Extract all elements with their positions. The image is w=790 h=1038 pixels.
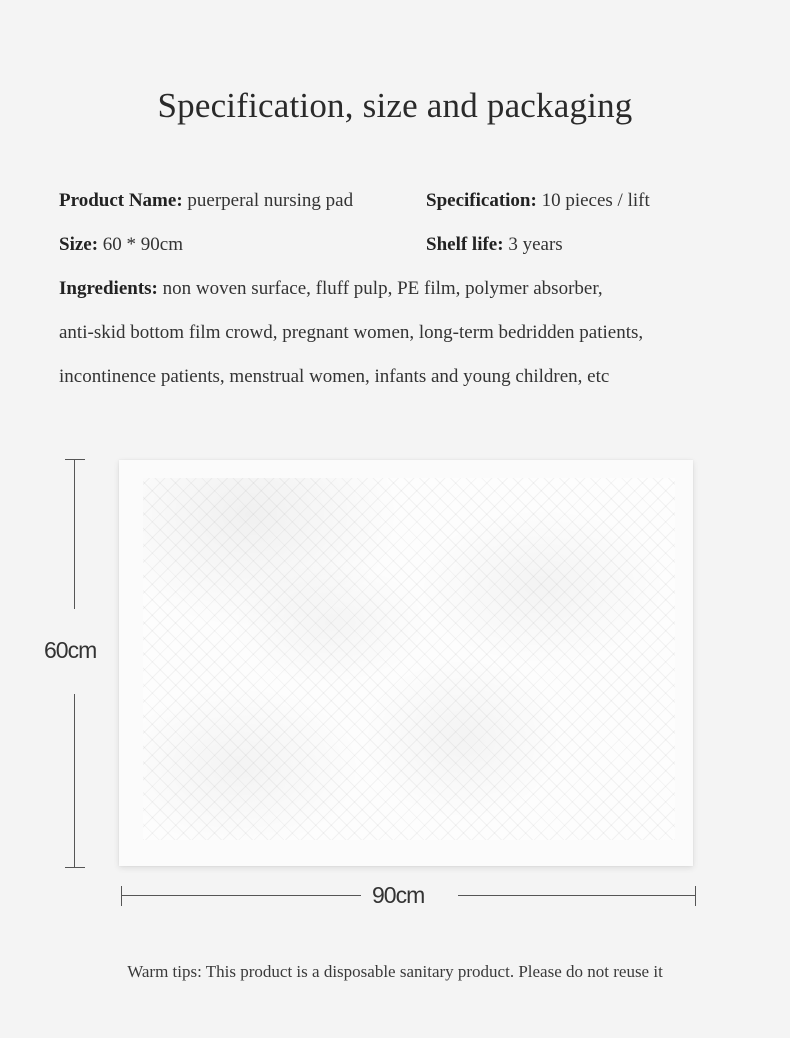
ingredients-line-1 — [59, 278, 603, 300]
ingredients-label: Ingredients: — [59, 278, 158, 299]
product-name-label: Product Name: — [59, 190, 183, 211]
width-dimension-line-right — [458, 895, 696, 896]
spec-specification — [426, 190, 650, 212]
size-label: Size: — [59, 234, 99, 255]
page-title: Specification, size and packaging — [157, 86, 633, 125]
specification-value: 10 pieces / lift — [541, 190, 650, 211]
height-dimension-label: 60cm — [44, 637, 97, 663]
product-name-value: puerperal nursing pad — [187, 190, 354, 211]
nursing-pad-quilted-surface — [143, 478, 675, 840]
specification-label: Specification: — [426, 190, 537, 211]
ingredients-line-3 — [59, 366, 609, 388]
nursing-pad-image — [119, 460, 693, 866]
ingredients-text-2: anti-skid bottom film crowd, pregnant women, long-term bedridden patients, — [59, 322, 644, 343]
height-dimension-bottom-cap — [65, 867, 85, 868]
height-dimension-top-cap — [65, 459, 85, 460]
size-value: 60 * 90cm — [102, 234, 184, 255]
spec-product-name — [59, 190, 353, 212]
spec-shelf-life — [426, 234, 563, 256]
width-dimension-line-left — [121, 895, 361, 896]
width-dimension-left-cap — [121, 886, 122, 906]
ingredients-line-2 — [59, 322, 643, 344]
height-dimension-line-top — [74, 459, 75, 609]
height-dimension-line-bottom — [74, 694, 75, 867]
width-dimension-right-cap — [695, 886, 696, 906]
shelf-life-label: Shelf life: — [426, 234, 504, 255]
ingredients-text-3: incontinence patients, menstrual women, infants and young children, etc — [59, 366, 610, 387]
width-dimension-label: 90cm — [372, 882, 425, 908]
warm-tips: Warm tips: This product is a disposable sanitary product. Please do not reuse it — [127, 962, 663, 981]
ingredients-text-1: non woven surface, fluff pulp, PE film, polymer absorber, — [162, 278, 603, 299]
shelf-life-value: 3 years — [508, 234, 563, 255]
spec-size — [59, 234, 183, 256]
